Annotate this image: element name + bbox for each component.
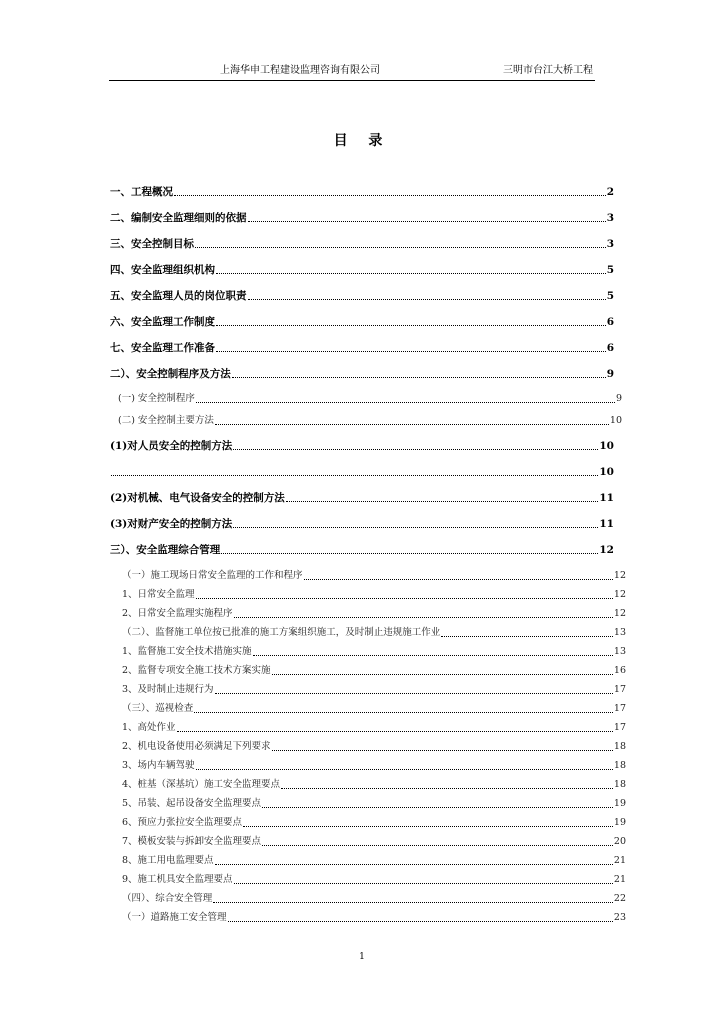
toc-label: （一）道路施工安全管理	[122, 912, 227, 923]
toc-label: 9、施工机具安全监理要点	[122, 874, 233, 885]
toc-entry[interactable]	[110, 774, 626, 792]
toc-entry[interactable]	[110, 793, 626, 811]
toc-page: 17	[613, 684, 626, 695]
toc-entry[interactable]	[110, 233, 614, 251]
toc-entry[interactable]	[110, 311, 614, 329]
toc-entry[interactable]	[110, 539, 614, 557]
toc-label: (一) 安全控制程序	[118, 393, 195, 404]
toc-page: 17	[613, 722, 626, 733]
toc-page: 18	[613, 741, 626, 752]
toc-page: 16	[613, 665, 626, 676]
toc-entry[interactable]	[110, 850, 626, 868]
toc-entry[interactable]	[110, 603, 626, 621]
toc-entry[interactable]	[110, 584, 626, 602]
toc-page: 6	[606, 316, 614, 328]
toc-page: 5	[606, 264, 614, 276]
toc-page: 18	[613, 760, 626, 771]
toc-label: （二）、监督施工单位按已批准的施工方案组织施工，及时制止违规施工作业	[122, 627, 441, 638]
toc-page: 10	[599, 466, 614, 478]
toc-page: 6	[606, 342, 614, 354]
toc-label: 5、吊装、起吊设备安全监理要点	[122, 798, 262, 809]
toc-entry[interactable]	[110, 461, 614, 479]
page-title: 目 录	[333, 133, 391, 149]
toc-entry[interactable]	[110, 363, 614, 381]
page-header	[109, 64, 595, 81]
toc-entry[interactable]	[110, 207, 614, 225]
toc-label: 6、预应力张拉安全监理要点	[122, 817, 243, 828]
toc-entry[interactable]	[110, 410, 622, 428]
toc-label: 2、日常安全监理实施程序	[122, 608, 233, 619]
toc-entry[interactable]	[110, 660, 626, 678]
toc-entry[interactable]	[110, 698, 626, 716]
toc-entry[interactable]	[110, 812, 626, 830]
toc-page: 23	[613, 912, 626, 923]
toc-page: 3	[606, 238, 614, 250]
toc-page: 13	[613, 627, 626, 638]
toc-page: 3	[606, 212, 614, 224]
toc-entry[interactable]	[110, 755, 626, 773]
toc-label: （四）、综合安全管理	[122, 893, 213, 904]
toc-label: 1、监督施工安全技术措施实施	[122, 646, 252, 657]
toc-page: 11	[599, 518, 614, 530]
toc-label: 3、及时制止违规行为	[122, 684, 214, 695]
toc-entry[interactable]	[110, 869, 626, 887]
toc-entry[interactable]	[110, 907, 626, 925]
toc-label: 2、监督专项安全施工技术方案实施	[122, 665, 271, 676]
toc-label: （三）、巡视检查	[122, 703, 194, 714]
toc-entry[interactable]	[110, 337, 614, 355]
toc-page: 19	[613, 798, 626, 809]
header-company: 上海华申工程建设监理咨询有限公司	[220, 65, 380, 76]
toc-label: 三、安全控制目标	[110, 238, 194, 250]
toc-label: 一、工程概况	[110, 186, 173, 198]
toc-entry[interactable]	[110, 622, 626, 640]
toc-label: 7、模板安装与拆卸安全监理要点	[122, 836, 262, 847]
toc-entry[interactable]	[110, 181, 614, 199]
toc-entry[interactable]	[110, 736, 626, 754]
toc-label: 4、桩基（深基坑）施工安全监理要点	[122, 779, 281, 790]
toc-entry[interactable]	[110, 435, 614, 453]
toc-label: 2、机电设备使用必须满足下列要求	[122, 741, 271, 752]
toc-label: 二）、安全控制程序及方法	[110, 368, 231, 380]
toc-entry[interactable]	[110, 717, 626, 735]
toc-page: 11	[599, 492, 614, 504]
toc-label: (3)对财产安全的控制方法	[110, 518, 233, 530]
toc-label: 1、高处作业	[122, 722, 176, 733]
toc-page: 9	[606, 368, 614, 380]
toc-page: 10	[599, 440, 614, 452]
toc-label: （一）施工现场日常安全监理的工作和程序	[122, 570, 303, 581]
toc-entry[interactable]	[110, 487, 614, 505]
toc-entry[interactable]	[110, 565, 626, 583]
toc-label: 三）、安全监理综合管理	[110, 544, 221, 556]
toc-label: (2)对机械、电气设备安全的控制方法	[110, 492, 285, 504]
toc-label: (二) 安全控制主要方法	[118, 415, 214, 426]
toc-label: 3、场内车辆驾驶	[122, 760, 195, 771]
toc-page: 21	[613, 855, 626, 866]
toc-page: 10	[609, 415, 622, 426]
toc-page: 18	[613, 779, 626, 790]
toc-page: 9	[615, 393, 622, 404]
toc-label: 五、安全监理人员的岗位职责	[110, 290, 247, 302]
toc-entry[interactable]	[110, 831, 626, 849]
toc-label: 1、日常安全监理	[122, 589, 195, 600]
toc-label: (1)对人员安全的控制方法	[110, 440, 233, 452]
toc-page: 13	[613, 646, 626, 657]
toc-page: 12	[613, 589, 626, 600]
toc-label: 七、安全监理工作准备	[110, 342, 215, 354]
toc-page: 22	[613, 893, 626, 904]
toc-entry[interactable]	[110, 388, 622, 406]
toc-label: 四、安全监理组织机构	[110, 264, 215, 276]
toc-entry[interactable]	[110, 513, 614, 531]
toc-label: 六、安全监理工作制度	[110, 316, 215, 328]
toc-entry[interactable]	[110, 259, 614, 277]
toc-page: 2	[606, 186, 614, 198]
toc-label: 8、施工用电监理要点	[122, 855, 214, 866]
toc-page: 12	[599, 544, 614, 556]
toc-page: 5	[606, 290, 614, 302]
toc-entry[interactable]	[110, 679, 626, 697]
toc-entry[interactable]	[110, 888, 626, 906]
toc-page: 20	[613, 836, 626, 847]
toc-entry[interactable]	[110, 285, 614, 303]
toc-entry[interactable]	[110, 641, 626, 659]
toc-page: 21	[613, 874, 626, 885]
toc-page: 12	[613, 570, 626, 581]
toc-page: 12	[613, 608, 626, 619]
toc-page: 17	[613, 703, 626, 714]
toc-label: 二、编制安全监理细则的依据	[110, 212, 247, 224]
toc-page: 19	[613, 817, 626, 828]
header-project: 三明市台江大桥工程	[503, 65, 593, 76]
page-number: 1	[359, 952, 365, 962]
